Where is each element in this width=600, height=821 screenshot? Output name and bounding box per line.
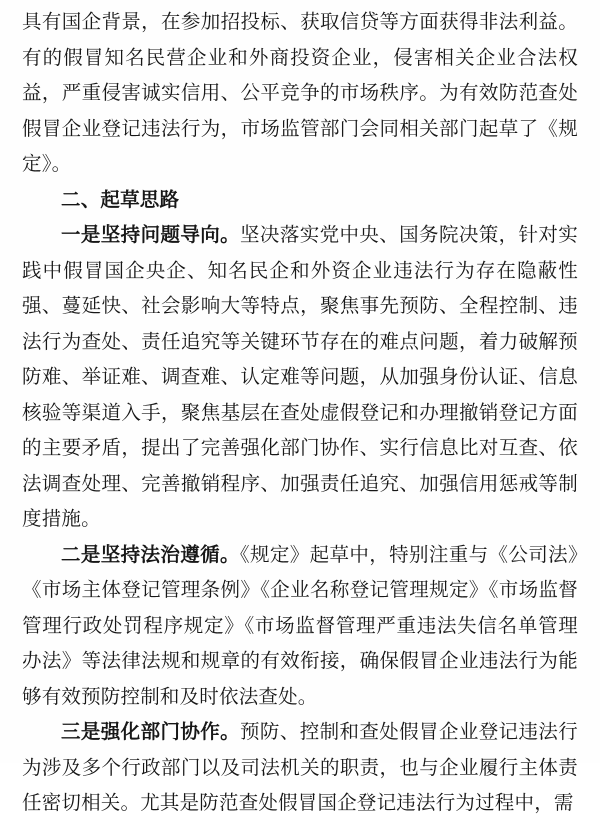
paragraph-point-three (22, 714, 578, 821)
paragraph-text-three: 预防、控制和查处假冒企业登记违法行为涉及多个行政部门以及司法机关的职责，也与企业履行主体责任密切相关。尤其是防范查处假冒国企登记违法行为过程中，需 (22, 720, 578, 814)
document-body (22, 4, 578, 821)
paragraph-lead-two: 二是坚持法治遵循。 (61, 542, 240, 566)
paragraph-continued: 具有国企背景，在参加招投标、获取信贷等方面获得非法利益。有的假冒知名民营企业和外商投资企业，侵害相关企业合法权益，严重侵害诚实信用、公平竞争的市场秩序。为有效防范查处假冒企业登记违法行为，市场监管部门会同相关部门起草了《规定》。 (22, 10, 578, 175)
section-heading: 二、起草思路 (61, 187, 180, 211)
paragraph-text-two: 《规定》起草中，特别注重与《公司法》《市场主体登记管理条例》《企业名称登记管理规定》《市场监督管理行政处罚程序规定》《市场监督管理严重违法失信名单管理办法》等法律法规和规章的有效衔接，确保假冒企业违法行为能够有效预防控制和及时依法查处。 (22, 542, 578, 708)
paragraph-lead-three: 三是强化部门协作。 (61, 720, 241, 743)
paragraph-point-two (22, 537, 578, 715)
paragraph-lead-one: 一是坚持问题导向。 (61, 223, 241, 246)
paragraph-text-one: 坚决落实党中央、国务院决策，针对实践中假冒国企央企、知名民企和外资企业违法行为存在隐蔽性强、蔓延快、社会影响大等特点，聚焦事先预防、全程控制、违法行为查处、责任追究等关键环节存在的难点问题，着力破解预防难、举证难、调查难、认定难等问题，从加强身份认证、信息核验等渠道入手，聚焦基层在查处虚假登记和办理撤销登记方面的主要矛盾，提出了完善强化部门协作、实行信息比对互查、依法调查处理、完善撤销程序、加强责任追究、加强信用惩戒等制度措施。 (22, 223, 578, 530)
paragraph-point-one (22, 217, 578, 537)
